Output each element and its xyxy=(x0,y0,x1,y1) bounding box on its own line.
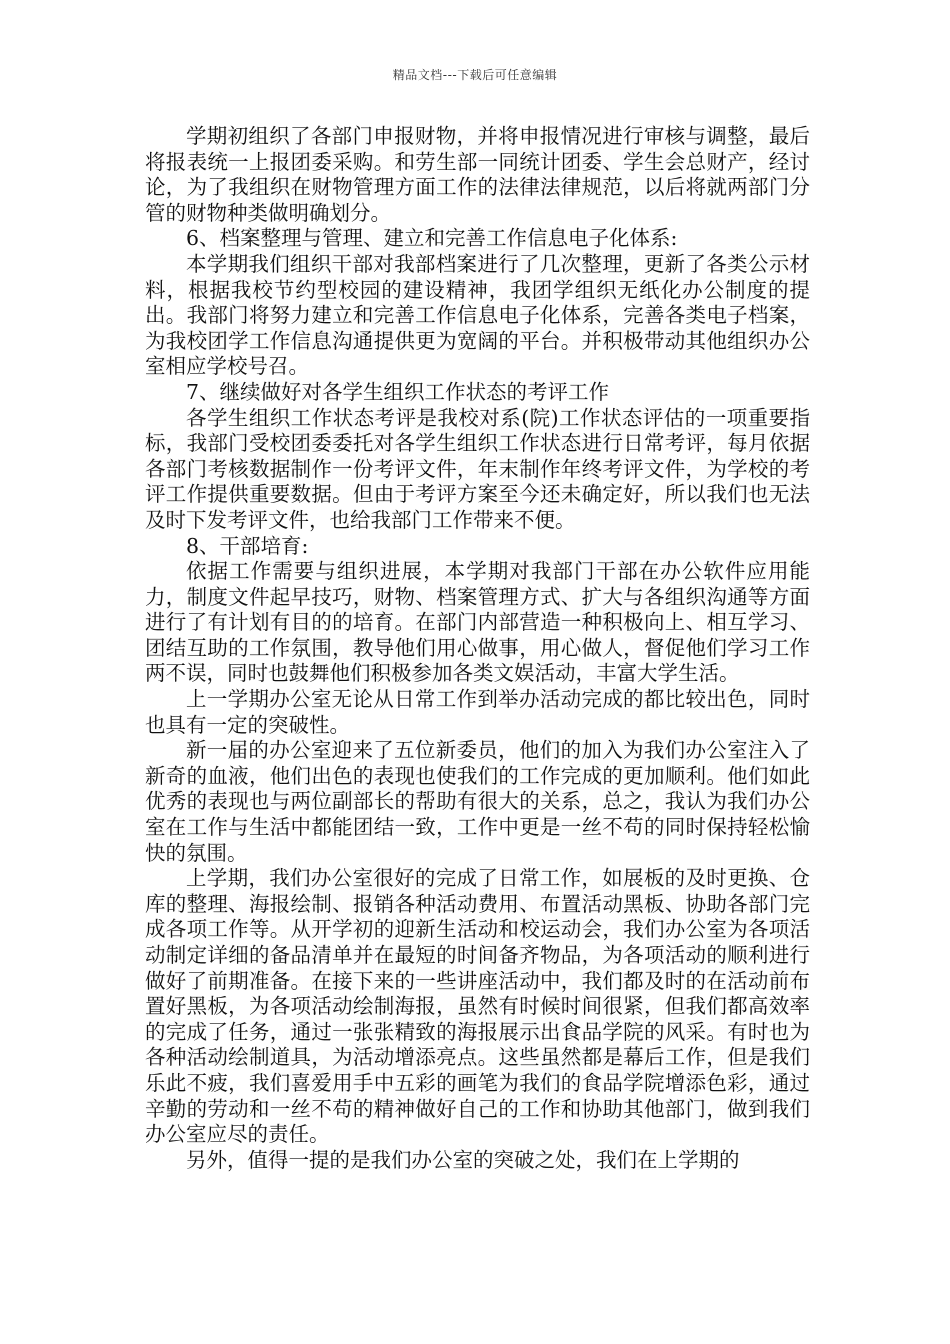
paragraph: 上一学期办公室无论从日常工作到举办活动完成的都比较出色，同时也具有一定的突破性。 xyxy=(145,687,810,737)
paragraph: 本学期我们组织干部对我部档案进行了几次整理，更新了各类公示材料，根据我校节约型校园的建设精神，我团学组织无纸化办公制度的提出。我部门将努力建立和完善工作信息电子化体系，完善各类电子档案，为我校团学工作信息沟通提供更为宽阔的平台。并积极带动其他组织办公室相应学校号召。 xyxy=(145,251,810,379)
paragraph: 上学期，我们办公室很好的完成了日常工作，如展板的及时更换、仓库的整理、海报绘制、报销各种活动费用、布置活动黑板、协助各部门完成各项工作等。从开学初的迎新生活动和校运动会，我们办公室为各项活动制定详细的备品清单并在最短的时间备齐物品，为各项活动的顺利进行做好了前期准备。在接下来的一些讲座活动中，我们都及时的在活动前布置好黑板，为各项活动绘制海报，虽然有时候时间很紧，但我们都高效率的完成了任务，通过一张张精致的海报展示出食品学院的风采。有时也为各种活动绘制道具，为活动增添亮点。这些虽然都是幕后工作，但是我们乐此不疲，我们喜爱用手中五彩的画笔为我们的食品学院增添色彩，通过辛勤的劳动和一丝不苟的精神做好自己的工作和协助其他部门，做到我们办公室应尽的责任。 xyxy=(145,866,810,1147)
section-heading: 7、继续做好对各学生组织工作状态的考评工作 xyxy=(186,379,610,404)
section-heading: 8、干部培育: xyxy=(186,533,309,558)
page-header: 精品文档---下载后可任意编辑 xyxy=(392,68,558,82)
paragraph: 新一届的办公室迎来了五位新委员，他们的加入为我们办公室注入了新奇的血液，他们出色的表现也使我们的工作完成的更加顺利。他们如此优秀的表现也与两位副部长的帮助有很大的关系，总之，我认为我们办公室在工作与生活中都能团结一致，工作中更是一丝不苟的同时保持轻松愉快的氛围。 xyxy=(145,738,810,865)
paragraph: 另外，值得一提的是我们办公室的突破之处，我们在上学期的 xyxy=(186,1147,740,1172)
paragraph: 依据工作需要与组织进展，本学期对我部门干部在办公软件应用能力，制度文件起早技巧，财物、档案管理方式、扩大与各组织沟通等方面进行了有计划有目的的培育。在部门内部营造一种积极向上、相互学习、团结互助的工作氛围，教导他们用心做事，用心做人，督促他们学习工作两不误，同时也鼓舞他们积极参加各类文娱活动，丰富大学生活。 xyxy=(145,559,810,686)
section-heading: 6、档案整理与管理、建立和完善工作信息电子化体系: xyxy=(186,226,678,251)
paragraph: 各学生组织工作状态考评是我校对系(院)工作状态评估的一项重要指标，我部门受校团委委托对各学生组织工作状态进行日常考评，每月依据各部门考核数据制作一份考评文件，年末制作年终考评文件，为学校的考评工作提供重要数据。但由于考评方案至今还未确定好，所以我们也无法及时下发考评文件，也给我部门工作带来不便。 xyxy=(145,405,810,532)
paragraph: 学期初组织了各部门申报财物，并将申报情况进行审核与调整，最后将报表统一上报团委采购。和劳生部一同统计团委、学生会总财产，经讨论，为了我组织在财物管理方面工作的法律法律规范，以后将就两部门分管的财物种类做明确划分。 xyxy=(145,124,810,225)
document-body xyxy=(145,124,810,1173)
